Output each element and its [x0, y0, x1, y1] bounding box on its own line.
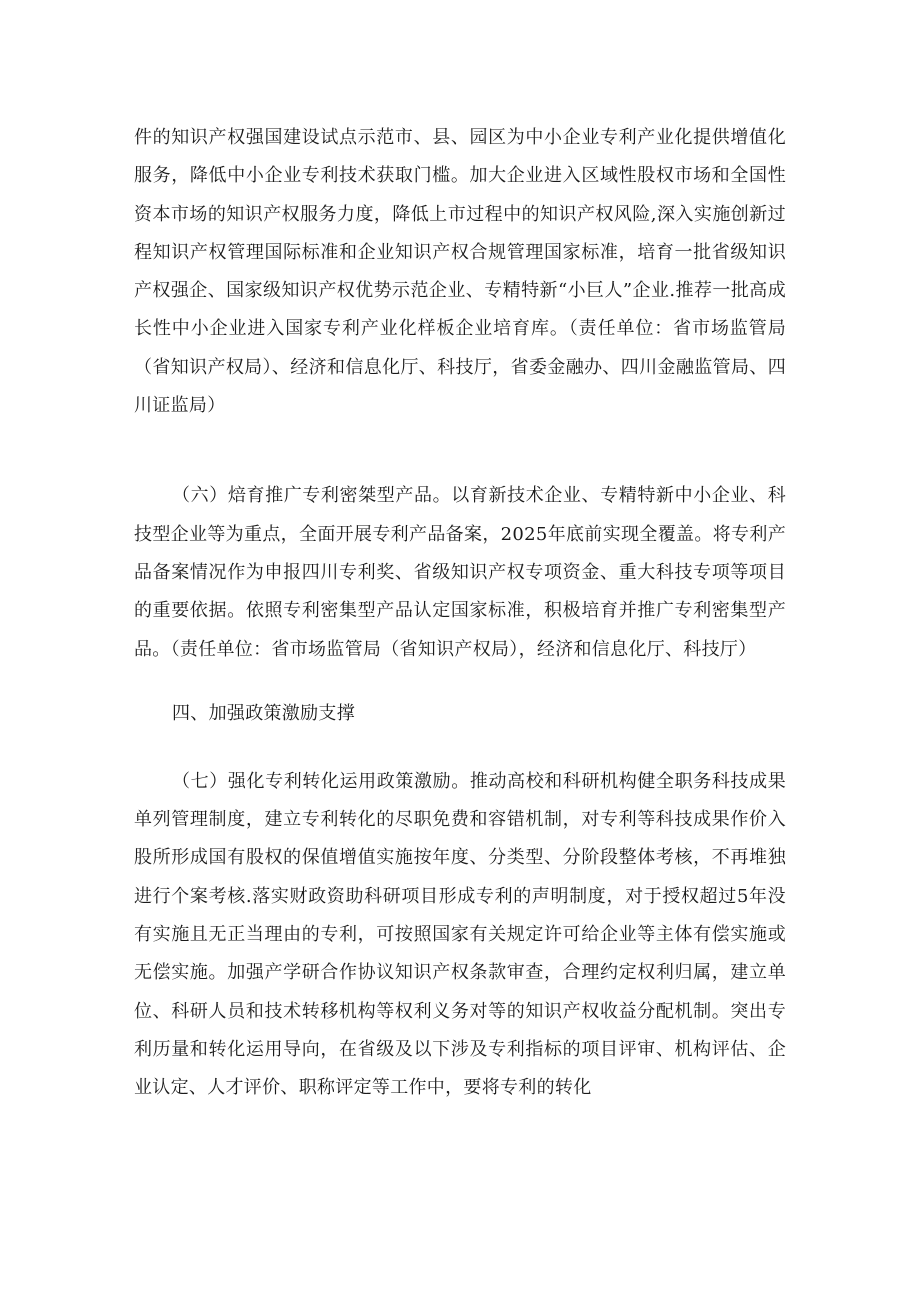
paragraph-section-6: （六）焙育推广专利密桀型产品。以育新技术企业、专精特新中小企业、科技型企业等为重点，全面开展专利产品备案，2025年底前实现全覆盖。将专利产品备案情况作为申报四川专利奖、省级知识产权专项资金、重大科技专项等项目的重要依据。依照专利密集型产品认定国家标准，积极培育并推广专利密集型产品。（责任单位：省市场监管局（省知识产权局），经济和信息化厅、科技厅） [134, 485, 786, 660]
paragraph-continuation: 件的知识产权强国建设试点示范市、县、园区为中小企业专利产业化提供增值化服务，降低中小企业专利技术获取门槛。加大企业进入区域性股权市场和全国性资本市场的知识产权服务力度，降低上市过程中的知识产权风险,深入实施创新过程知识产权管理国际标准和企业知识产权合规管理国家标准，培育一批省级知识产权强企、国家级知识产权优势示范企业、专精特新“小巨人”企业.推荐一批高成长性中小企业进入国家专利产业化样板企业培育库。（责任单位：省市场监管局（省知识产权局）、经济和信息化厅、科技厅，省委金融办、四川金融监管局、四川证监局） [134, 127, 786, 417]
paragraph-spacer [134, 425, 786, 477]
paragraph-spacer [134, 733, 786, 763]
paragraph-spacer [134, 669, 786, 695]
section-heading-4: 四、加强政策激励支撑 [172, 702, 355, 724]
paragraph-section-7: （七）强化专利转化运用政策激励。推动高校和科研机构健全职务科技成果单列管理制度，建立专利转化的尽职免费和容错机制，对专利等科技成果作价入股所形成国有股权的保值增值实施按年度、分类型、分阶段整体考核，不再堆独进行个案考核.落实财政资助科研项目形成专利的声明制度，对于授权超过5年没有实施且无正当理由的专利，可按照国家有关规定许可给企业等主体有偿实施或无偿实施。加强产学研合作协议知识产权条款审查，合理约定权利归属，建立单位、科研人员和技术转移机构等权利义务对等的知识产权收益分配机制。突出专利历量和转化运用导向，在省级及以下涉及专利指标的项目评审、机构评估、企业认定、人才评价、职称评定等工作中，要将专利的转化 [134, 770, 786, 1099]
